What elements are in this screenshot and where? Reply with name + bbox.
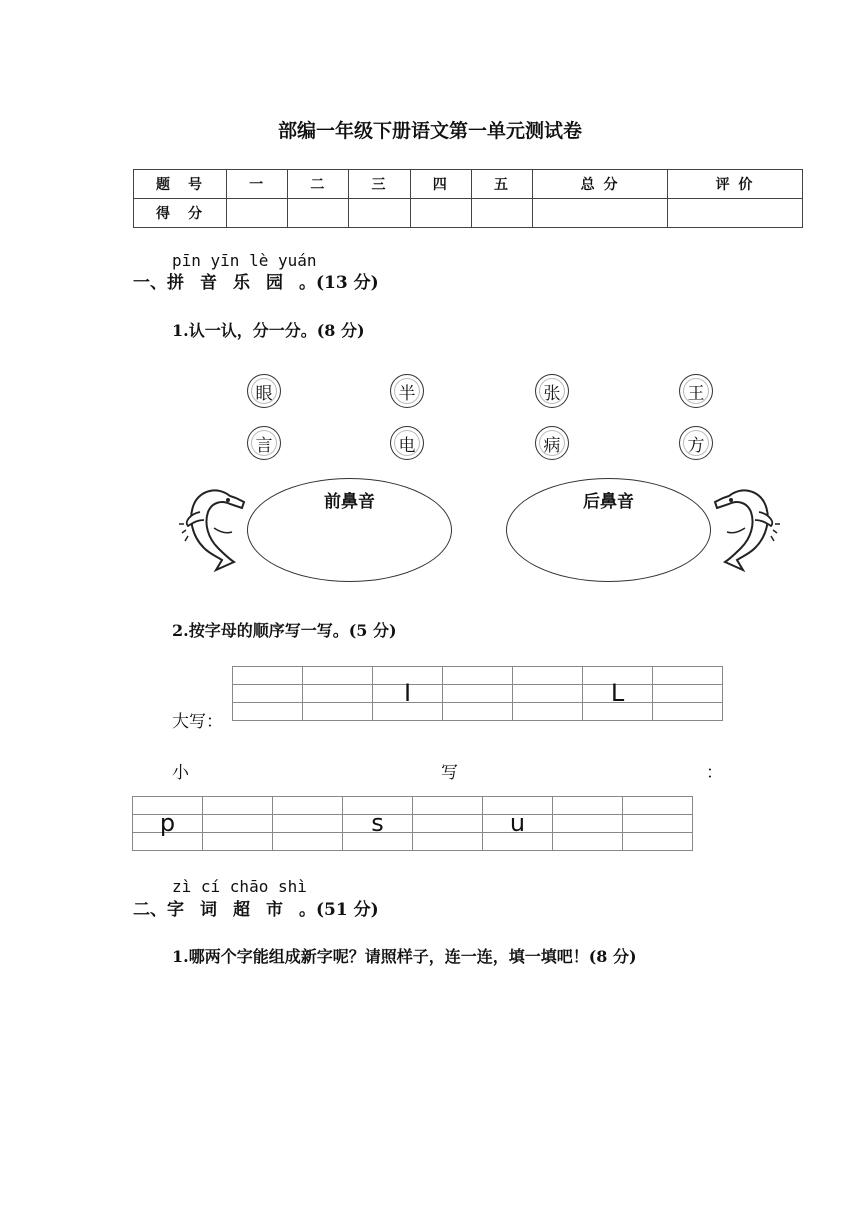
score-field[interactable] xyxy=(288,199,349,228)
section2-pinyin: zì cí chāo shì xyxy=(172,877,307,896)
letter-cell[interactable] xyxy=(413,833,483,851)
letter-cell[interactable] xyxy=(233,703,303,721)
letter-cell[interactable] xyxy=(233,667,303,685)
letter-cell[interactable] xyxy=(653,703,723,721)
section1-heading xyxy=(133,268,379,293)
char-circle[interactable]: 言 xyxy=(247,426,281,460)
lowercase-grid xyxy=(132,796,693,851)
section1-pinyin: pīn yīn lè yuán xyxy=(172,251,317,270)
section-score: 。(13 分) xyxy=(299,273,379,293)
letter-cell[interactable] xyxy=(303,703,373,721)
letter-cell[interactable] xyxy=(413,797,483,815)
char-circle[interactable]: 王 xyxy=(679,374,713,408)
letter-cell[interactable] xyxy=(623,797,693,815)
front-nasal-oval[interactable] xyxy=(247,478,452,582)
letter-cell[interactable] xyxy=(513,685,583,703)
score-table-header-row xyxy=(134,170,803,199)
char-circle[interactable]: 张 xyxy=(535,374,569,408)
table-cell: 得 分 xyxy=(134,199,227,228)
score-field[interactable] xyxy=(349,199,410,228)
dolphin-right-icon xyxy=(706,482,781,572)
char-circle[interactable]: 病 xyxy=(535,426,569,460)
letter-cell[interactable]: p xyxy=(133,815,203,833)
letter-cell[interactable] xyxy=(413,815,483,833)
char-circle[interactable]: 半 xyxy=(390,374,424,408)
score-field[interactable] xyxy=(227,199,288,228)
letter-cell[interactable] xyxy=(443,667,513,685)
oval-label: 前鼻音 xyxy=(324,492,375,512)
oval-label: 后鼻音 xyxy=(583,492,634,512)
page-title: 部编一年级下册语文第一单元测试卷 xyxy=(277,120,582,142)
letter-cell[interactable] xyxy=(273,833,343,851)
letter-cell[interactable] xyxy=(553,833,623,851)
table-cell: 四 xyxy=(410,170,471,199)
lowercase-label-a: 小 xyxy=(172,763,189,783)
letter-cell[interactable] xyxy=(553,797,623,815)
letter-cell[interactable] xyxy=(443,703,513,721)
letter-cell[interactable] xyxy=(443,685,513,703)
score-field[interactable] xyxy=(668,199,803,228)
letter-cell[interactable] xyxy=(203,815,273,833)
uppercase-label: 大写： xyxy=(172,712,223,732)
table-cell: 总 分 xyxy=(533,170,668,199)
section-title: 字词超市 xyxy=(167,900,299,920)
letter-cell[interactable] xyxy=(653,685,723,703)
letter-cell[interactable] xyxy=(273,797,343,815)
letter-cell[interactable] xyxy=(623,833,693,851)
section-number: 二、 xyxy=(133,900,167,920)
score-field[interactable] xyxy=(471,199,532,228)
question-1-2: 2.按字母的顺序写一写。(5 分) xyxy=(172,621,397,640)
letter-cell[interactable] xyxy=(203,833,273,851)
lowercase-label-c: ： xyxy=(706,763,723,783)
letter-cell[interactable] xyxy=(513,703,583,721)
letter-cell[interactable] xyxy=(623,815,693,833)
letter-cell[interactable] xyxy=(553,815,623,833)
letter-cell[interactable]: s xyxy=(343,815,413,833)
letter-cell[interactable] xyxy=(203,797,273,815)
question-2-1: 1.哪两个字能组成新字呢？请照样子，连一连，填一填吧！(8 分) xyxy=(172,947,637,966)
back-nasal-oval[interactable] xyxy=(506,478,711,582)
score-field[interactable] xyxy=(410,199,471,228)
letter-cell[interactable] xyxy=(513,667,583,685)
letter-cell[interactable] xyxy=(653,667,723,685)
letter-cell[interactable] xyxy=(303,685,373,703)
table-cell: 题 号 xyxy=(134,170,227,199)
section-number: 一、 xyxy=(133,273,167,293)
table-cell: 五 xyxy=(471,170,532,199)
score-table xyxy=(133,169,803,228)
letter-cell[interactable] xyxy=(273,815,343,833)
score-field[interactable] xyxy=(533,199,668,228)
table-cell: 二 xyxy=(288,170,349,199)
table-cell: 评 价 xyxy=(668,170,803,199)
table-cell: 一 xyxy=(227,170,288,199)
letter-cell[interactable]: L xyxy=(583,685,653,703)
dolphin-left-icon xyxy=(178,482,253,572)
lowercase-label-b: 写 xyxy=(441,763,458,783)
question-1-1: 1.认一认，分一分。(8 分) xyxy=(172,321,365,340)
table-cell: 三 xyxy=(349,170,410,199)
letter-cell[interactable] xyxy=(303,667,373,685)
letter-cell[interactable]: u xyxy=(483,815,553,833)
uppercase-grid xyxy=(232,666,723,721)
letter-cell[interactable]: I xyxy=(373,685,443,703)
score-table-score-row xyxy=(134,199,803,228)
char-circle[interactable]: 方 xyxy=(679,426,713,460)
section-title: 拼音乐园 xyxy=(167,273,299,293)
letter-cell[interactable] xyxy=(233,685,303,703)
section2-heading xyxy=(133,895,379,920)
char-circle[interactable]: 电 xyxy=(390,426,424,460)
char-circle[interactable]: 眼 xyxy=(247,374,281,408)
section-score: 。(51 分) xyxy=(299,900,379,920)
